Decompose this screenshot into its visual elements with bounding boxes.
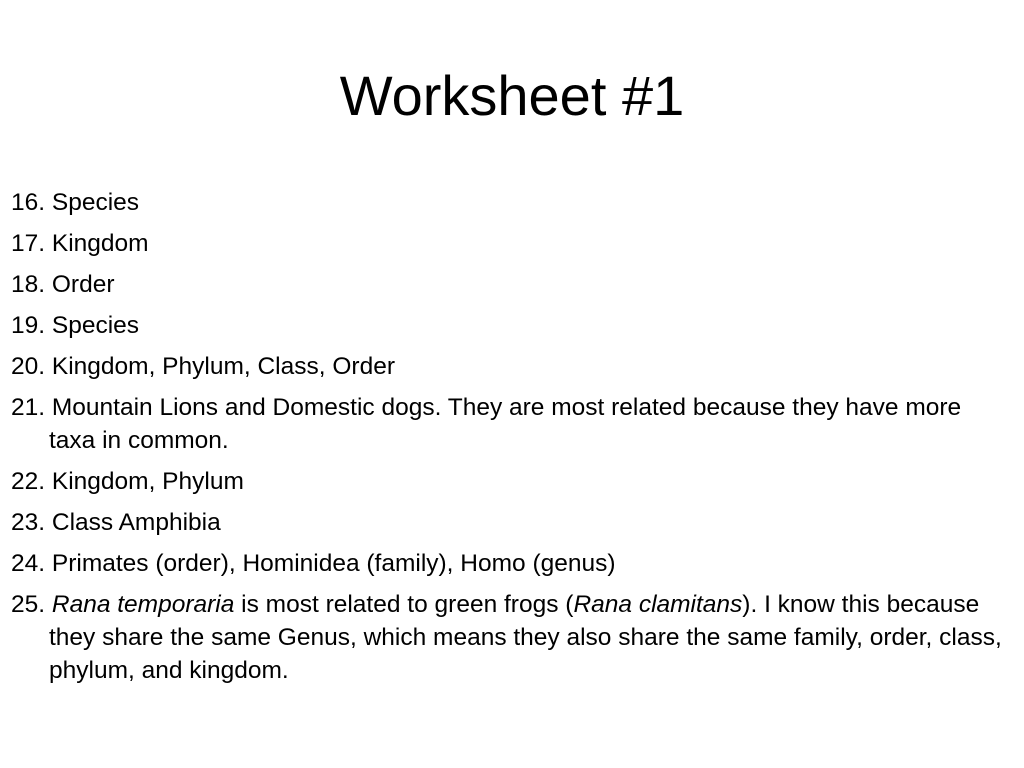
answer-number: 23. — [11, 509, 46, 536]
species-name-italic: Rana temporaria — [51, 591, 235, 618]
answer-number: 18. — [11, 271, 46, 298]
answer-20 — [11, 350, 1011, 383]
answer-number: 17. — [11, 230, 46, 257]
answer-24 — [11, 547, 1011, 580]
answer-number: 16. — [11, 189, 46, 216]
answer-text: Species — [51, 312, 140, 339]
answer-text: Mountain Lions and Domestic dogs. They are most related because they have more taxa in common. — [49, 394, 962, 454]
slide-title: Worksheet #1 — [339, 64, 685, 127]
answer-number: 20. — [11, 353, 46, 380]
answer-22 — [11, 465, 1011, 498]
answer-19 — [11, 309, 1011, 342]
answer-text: Kingdom, Phylum — [51, 468, 244, 495]
answer-18 — [11, 268, 1011, 301]
answer-number: 25. — [11, 591, 46, 618]
answer-text: Kingdom — [51, 230, 149, 257]
answer-text: is most related to green frogs ( — [241, 591, 574, 618]
answer-17 — [11, 227, 1011, 260]
answer-text: Order — [51, 271, 115, 298]
answer-number: 24. — [11, 550, 46, 577]
species-name-italic: Rana clamitans — [573, 591, 743, 618]
answer-text: Primates (order), Hominidea (family), Homo (genus) — [51, 550, 616, 577]
answer-text: ). I know this because they share the same Genus, which means they also share the same family, order, class, phylum, and kingdom. — [49, 591, 1002, 684]
answer-text: Species — [51, 189, 140, 216]
answer-list — [11, 186, 1011, 695]
answer-21 — [11, 391, 1011, 457]
answer-number: 19. — [11, 312, 46, 339]
answer-16 — [11, 186, 1011, 219]
answer-23 — [11, 506, 1011, 539]
answer-25 — [11, 588, 1011, 687]
answer-text: Kingdom, Phylum, Class, Order — [51, 353, 395, 380]
answer-text: Class Amphibia — [51, 509, 221, 536]
answer-number: 21. — [11, 394, 46, 421]
answer-number: 22. — [11, 468, 46, 495]
